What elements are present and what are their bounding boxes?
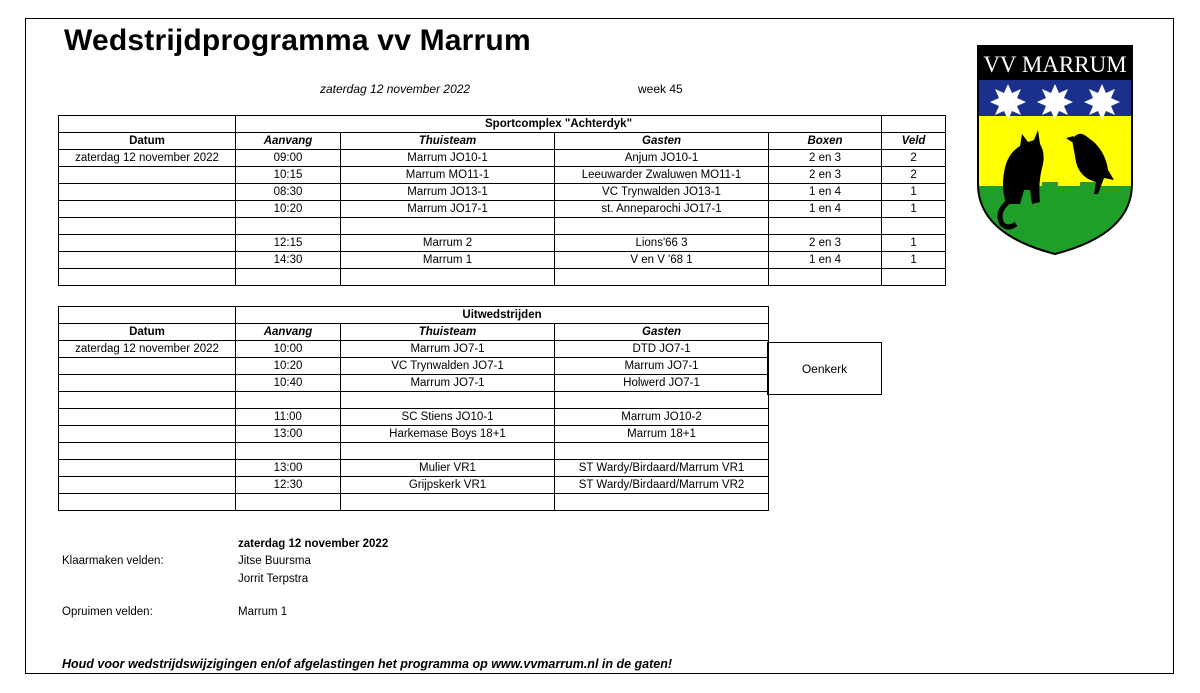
venue-spacer (882, 116, 946, 133)
table-cell: Mulier VR1 (341, 460, 555, 477)
table-row (59, 443, 769, 460)
table-cell (555, 392, 769, 409)
table-cell: 2 (882, 150, 946, 167)
table-cell (769, 269, 882, 286)
table-cell (59, 358, 236, 375)
column-header: Aanvang (236, 133, 341, 150)
table-cell: Anjum JO10-1 (555, 150, 769, 167)
table-cell: VC Trynwalden JO7-1 (341, 358, 555, 375)
table-cell: 2 en 3 (769, 235, 882, 252)
table-cell: ST Wardy/Birdaard/Marrum VR1 (555, 460, 769, 477)
table-cell: 08:30 (236, 184, 341, 201)
table-cell (59, 184, 236, 201)
table-cell: Marrum JO10-1 (341, 150, 555, 167)
table-cell: 12:30 (236, 477, 341, 494)
table-row (59, 409, 769, 426)
table-cell: 1 (882, 184, 946, 201)
prepare-name-1: Jitse Buursma (238, 555, 311, 567)
crest-stars (990, 84, 1120, 120)
table-cell (555, 494, 769, 511)
table-cell: 2 en 3 (769, 167, 882, 184)
venue-spacer (59, 116, 236, 133)
table-cell: 10:20 (236, 201, 341, 218)
table-cell: Marrum JO17-1 (341, 201, 555, 218)
table-cell: Harkemase Boys 18+1 (341, 426, 555, 443)
table-cell: Marrum JO7-1 (341, 341, 555, 358)
table-cell (236, 392, 341, 409)
away-title-row (59, 307, 769, 324)
table-cell: 09:00 (236, 150, 341, 167)
table-cell (59, 375, 236, 392)
table-row (59, 184, 946, 201)
column-header: Gasten (555, 324, 769, 341)
table-cell (341, 494, 555, 511)
away-title: Uitwedstrijden (236, 307, 769, 324)
table-cell: 10:40 (236, 375, 341, 392)
crest-name: VV MARRUM (983, 52, 1127, 77)
table-cell (59, 235, 236, 252)
table-cell: ST Wardy/Birdaard/Marrum VR2 (555, 477, 769, 494)
table-cell: 1 (882, 201, 946, 218)
table-cell: zaterdag 12 november 2022 (59, 150, 236, 167)
table-cell (882, 269, 946, 286)
cleanup-label: Opruimen velden: (62, 606, 153, 618)
table-cell: 2 (882, 167, 946, 184)
away-title-spacer (59, 307, 236, 324)
table-cell (59, 494, 236, 511)
table-cell: zaterdag 12 november 2022 (59, 341, 236, 358)
table-cell (59, 252, 236, 269)
table-row (59, 167, 946, 184)
table-cell (555, 218, 769, 235)
home-venue-row (59, 116, 946, 133)
table-cell: Marrum MO11-1 (341, 167, 555, 184)
table-cell: 13:00 (236, 460, 341, 477)
away-matches-table (58, 306, 769, 511)
table-cell: Marrum JO7-1 (341, 375, 555, 392)
column-header: Thuisteam (341, 133, 555, 150)
club-crest-logo (976, 44, 1134, 256)
program-date: zaterdag 12 november 2022 (320, 82, 471, 96)
table-cell (236, 443, 341, 460)
away-location-box: Oenkerk (767, 342, 882, 395)
table-cell (59, 201, 236, 218)
table-cell (59, 392, 236, 409)
home-table-body (59, 150, 946, 286)
table-cell (882, 218, 946, 235)
notes-date: zaterdag 12 november 2022 (238, 538, 389, 550)
table-cell: Grijpskerk VR1 (341, 477, 555, 494)
away-table-body (59, 341, 769, 511)
table-cell: DTD JO7-1 (555, 341, 769, 358)
table-cell (341, 392, 555, 409)
table-cell (59, 269, 236, 286)
table-cell: Leeuwarder Zwaluwen MO11-1 (555, 167, 769, 184)
table-row (59, 218, 946, 235)
table-cell (769, 218, 882, 235)
table-cell: 1 en 4 (769, 184, 882, 201)
table-cell: Marrum 1 (341, 252, 555, 269)
table-cell: Marrum JO10-2 (555, 409, 769, 426)
table-row (59, 392, 769, 409)
table-row (59, 201, 946, 218)
column-header: Boxen (769, 133, 882, 150)
table-cell: 10:00 (236, 341, 341, 358)
week-number: week 45 (638, 82, 683, 96)
table-cell: 10:15 (236, 167, 341, 184)
column-header: Thuisteam (341, 324, 555, 341)
table-row (59, 150, 946, 167)
table-cell: 11:00 (236, 409, 341, 426)
table-row (59, 426, 769, 443)
table-cell: VC Trynwalden JO13-1 (555, 184, 769, 201)
table-cell (59, 218, 236, 235)
table-cell: 13:00 (236, 426, 341, 443)
table-row (59, 235, 946, 252)
cleanup-name: Marrum 1 (238, 606, 288, 618)
table-row (59, 494, 769, 511)
table-cell: 14:30 (236, 252, 341, 269)
table-cell (59, 426, 236, 443)
table-row (59, 358, 769, 375)
table-cell: Marrum 18+1 (555, 426, 769, 443)
table-cell: Marrum 2 (341, 235, 555, 252)
table-cell: SC Stiens JO10-1 (341, 409, 555, 426)
table-cell: 1 en 4 (769, 201, 882, 218)
column-header: Aanvang (236, 324, 341, 341)
table-cell (59, 443, 236, 460)
table-row (59, 252, 946, 269)
table-cell: 2 en 3 (769, 150, 882, 167)
prepare-name-2: Jorrit Terpstra (238, 573, 309, 585)
table-cell: 1 (882, 235, 946, 252)
table-cell: Marrum JO7-1 (555, 358, 769, 375)
table-cell: V en V '68 1 (555, 252, 769, 269)
table-cell (59, 409, 236, 426)
table-cell: st. Anneparochi JO17-1 (555, 201, 769, 218)
table-cell (236, 494, 341, 511)
table-row (59, 477, 769, 494)
prepare-label: Klaarmaken velden: (62, 555, 164, 567)
table-cell (59, 460, 236, 477)
page-title: Wedstrijdprogramma vv Marrum (64, 24, 531, 57)
table-cell: Lions'66 3 (555, 235, 769, 252)
table-row (59, 341, 769, 358)
home-header-row (59, 133, 946, 150)
table-row (59, 460, 769, 477)
table-cell: Marrum JO13-1 (341, 184, 555, 201)
table-cell (341, 218, 555, 235)
table-cell (341, 269, 555, 286)
table-cell: 10:20 (236, 358, 341, 375)
table-cell (555, 269, 769, 286)
away-header-row (59, 324, 769, 341)
column-header: Gasten (555, 133, 769, 150)
table-cell (236, 269, 341, 286)
home-matches-table (58, 115, 946, 286)
table-cell: Holwerd JO7-1 (555, 375, 769, 392)
table-row (59, 269, 946, 286)
table-cell (236, 218, 341, 235)
footer-notice: Houd voor wedstrijdswijzigingen en/of afgelastingen het programma op www.vvmarrum.nl in de gaten! (62, 657, 673, 671)
column-header: Datum (59, 324, 236, 341)
table-cell: 1 (882, 252, 946, 269)
table-cell (341, 443, 555, 460)
table-cell: 12:15 (236, 235, 341, 252)
table-cell (555, 443, 769, 460)
home-venue-title: Sportcomplex "Achterdyk" (236, 116, 882, 133)
table-cell (59, 167, 236, 184)
column-header: Datum (59, 133, 236, 150)
table-cell (59, 477, 236, 494)
table-cell: 1 en 4 (769, 252, 882, 269)
column-header: Veld (882, 133, 946, 150)
table-row (59, 375, 769, 392)
